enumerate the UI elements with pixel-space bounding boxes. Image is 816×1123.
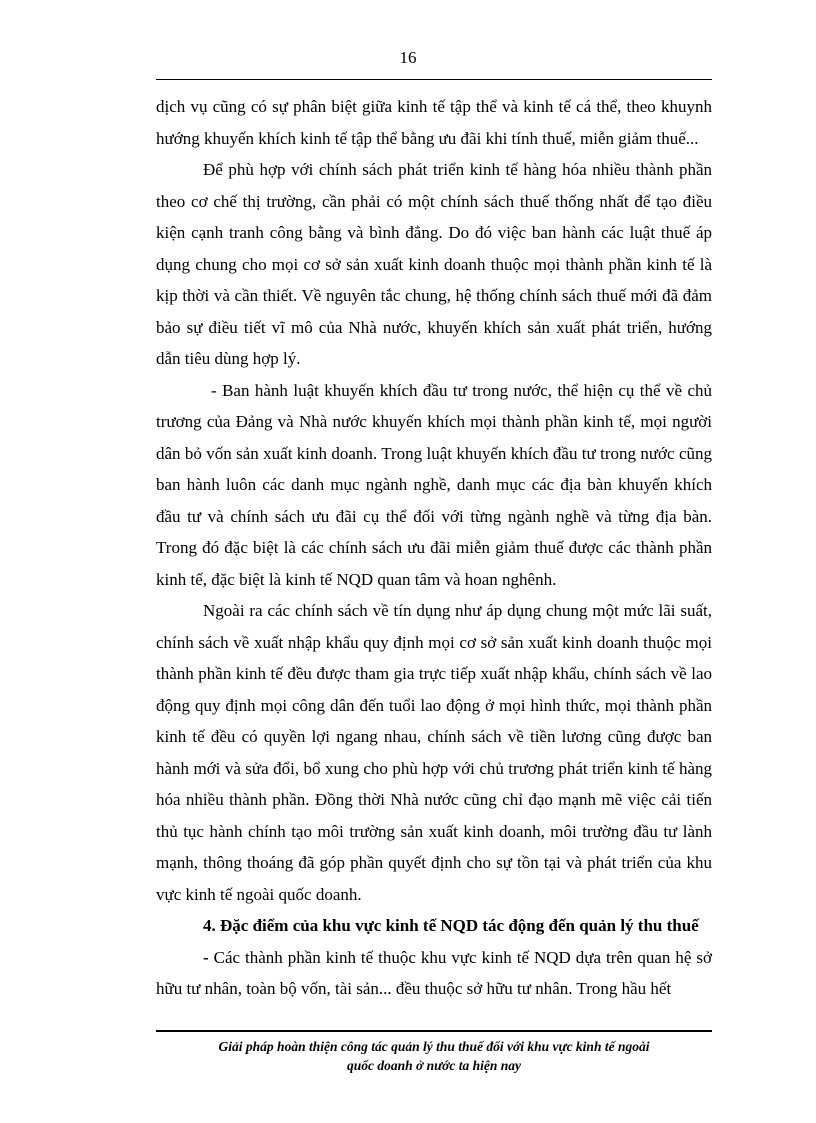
paragraph-text: Các thành phần kinh tế thuộc khu vực kinh tế NQD dựa trên quan hệ sở hữu tư nhân, toàn bộ vốn, tài sản... đều thuộc sở hữu tư nhân. Trong hầu hết [156,947,712,998]
footer-rule [156,1030,712,1032]
list-dash: - [203,947,209,967]
body-text [156,91,712,1005]
footer-line-2: quốc doanh ở nước ta hiện nay [346,1058,522,1073]
paragraph [156,942,712,1005]
footer-line-1: Giải pháp hoàn thiện công tác quản lý thu thuế đối với khu vực kinh tế ngoài [218,1039,650,1054]
paragraph-continuation: dịch vụ cũng có sự phân biệt giữa kinh tế tập thể và kinh tế cá thể, theo khuynh hướng khuyến khích kinh tế tập thể bằng ưu đãi khi tính thuế, miễn giảm thuế... [156,97,712,148]
paragraph: Ngoài ra các chính sách về tín dụng như áp dụng chung một mức lãi suất, chính sách về xuất nhập khẩu quy định mọi cơ sở sản xuất kinh doanh thuộc mọi thành phần kinh tế đều được tham gia trực tiếp xuất nhập khẩu, chính sách về lao động quy định mọi công dân đến tuổi lao động ở mọi hình thức, mọi thành phần kinh tế đều có quyền lợi ngang nhau, chính sách về tiền lương cũng được ban hành mới và sửa đổi, bổ xung cho phù hợp với chủ trương phát triển kinh tế hàng hóa nhiều thành phần. Đồng thời Nhà nước cũng chỉ đạo mạnh mẽ việc cải tiến thủ tục hành chính tạo môi trường sản xuất kinh doanh, môi trường đầu tư lành mạnh, thông thoáng đã góp phần quyết định cho sự tồn tại và phát triển của khu vực kinh tế ngoài quốc doanh. [156,601,712,904]
page-number: 16 [399,48,417,67]
header-rule [156,79,712,80]
paragraph: Để phù hợp với chính sách phát triển kinh tế hàng hóa nhiều thành phần theo cơ chế thị trường, cần phải có một chính sách thuế thống nhất để tạo điều kiện cạnh tranh công bằng và bình đẳng. Do đó việc ban hành các luật thuế áp dụng chung cho mọi cơ sở sản xuất kinh doanh thuộc mọi thành phần kinh tế là kịp thời và cần thiết. Về nguyên tắc chung, hệ thống chính sách thuế mới đã đảm bảo sự điều tiết vĩ mô của Nhà nước, khuyến khích sản xuất phát triển, hướng dẫn tiêu dùng hợp lý. [156,160,712,368]
paragraph: - Ban hành luật khuyến khích đầu tư trong nước, thể hiện cụ thể về chủ trương của Đảng và Nhà nước khuyến khích mọi thành phần kinh tế, mọi người dân bỏ vốn sản xuất kinh doanh. Trong luật khuyến khích đầu tư trong nước cũng ban hành luôn các danh mục ngành nghề, danh mục các địa bàn khuyến khích đầu tư và chính sách ưu đãi cụ thể đối với từng ngành nghề và từng địa bàn. Trong đó đặc biệt là các chính sách ưu đãi miễn giảm thuế được các thành phần kinh tế, đặc biệt là kinh tế NQD quan tâm và hoan nghênh. [156,380,712,589]
footer [156,1037,712,1075]
section-heading: 4. Đặc điểm của khu vực kinh tế NQD tác động đến quản lý thu thuế [203,916,699,935]
